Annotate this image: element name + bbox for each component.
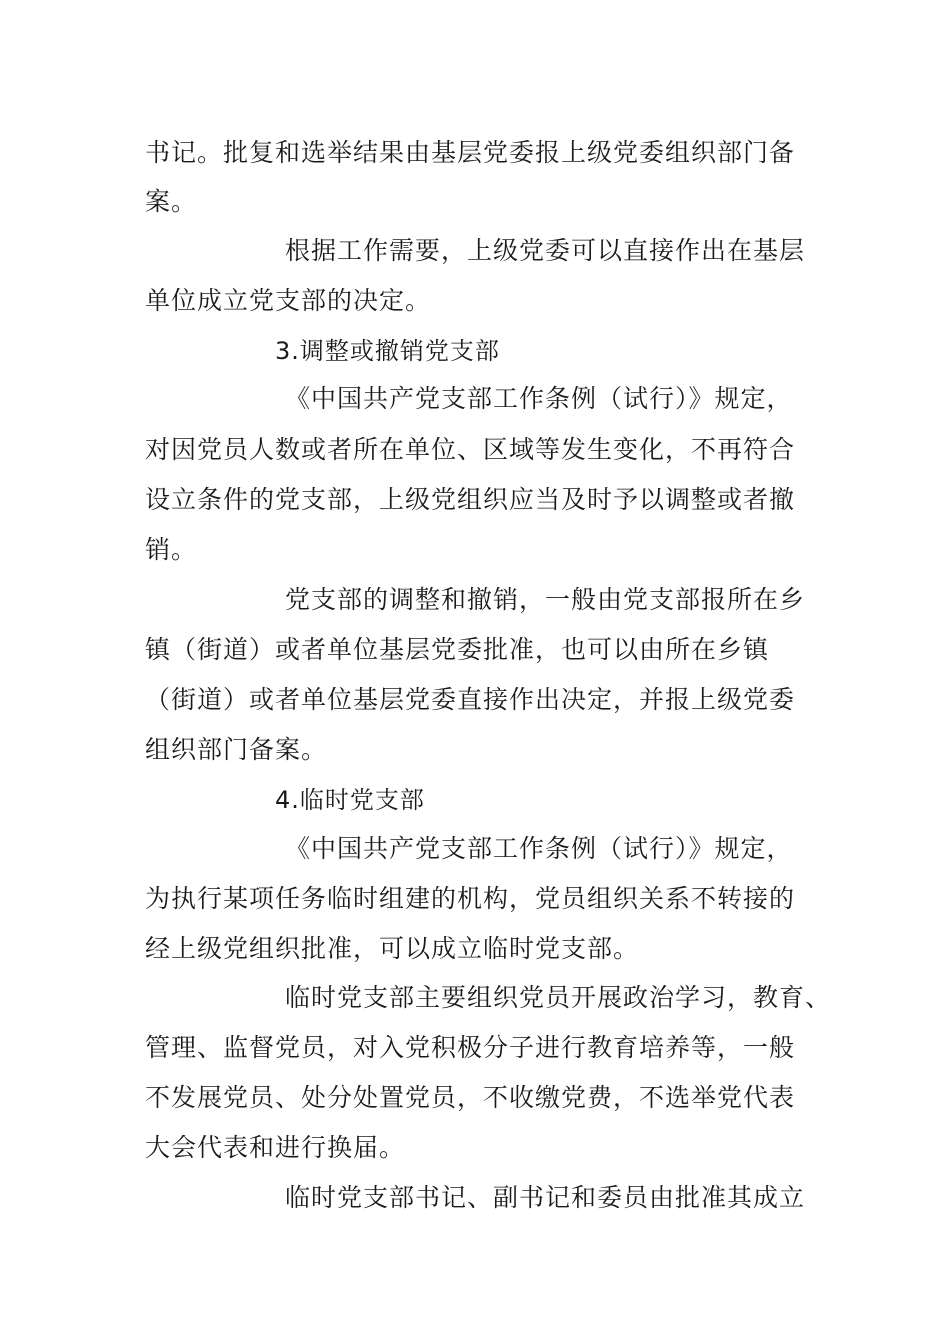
paragraph-start: 《中国共产党支部工作条例（试行）》规定，: [285, 834, 793, 863]
paragraph-start: 《中国共产党支部工作条例（试行）》规定，: [285, 384, 793, 413]
text-line: 案。: [145, 187, 198, 216]
text-line: 镇（街道）或者单位基层党委批准，也可以由所在乡镇: [145, 635, 770, 664]
paragraph-start: 临时党支部主要组织党员开展政治学习，教育、: [285, 983, 832, 1012]
text-line: 管理、监督党员，对入党积极分子进行教育培养等，一般: [145, 1033, 796, 1062]
section-heading: 3.调整或撤销党支部: [275, 337, 500, 365]
paragraph-start: 临时党支部书记、副书记和委员由批准其成立: [285, 1183, 806, 1212]
text-line: 设立条件的党支部，上级党组织应当及时予以调整或者撤: [145, 485, 796, 514]
text-line: 不发展党员、处分处置党员，不收缴党费，不选举党代表: [145, 1083, 796, 1112]
text-line: 销。: [145, 535, 198, 564]
text-line: 经上级党组织批准，可以成立临时党支部。: [145, 934, 640, 963]
text-line: 对因党员人数或者所在单位、区域等发生变化，不再符合: [145, 435, 796, 464]
section-heading: 4.临时党支部: [275, 786, 425, 814]
paragraph-start: 党支部的调整和撤销，一般由党支部报所在乡: [285, 585, 806, 614]
text-line: 为执行某项任务临时组建的机构，党员组织关系不转接的: [145, 884, 796, 913]
text-line: 大会代表和进行换届。: [145, 1133, 406, 1162]
text-line: 单位成立党支部的决定。: [145, 286, 432, 315]
text-line: 书记。批复和选举结果由基层党委报上级党委组织部门备: [145, 138, 796, 167]
paragraph-start: 根据工作需要，上级党委可以直接作出在基层: [285, 236, 806, 265]
text-line: （街道）或者单位基层党委直接作出决定，并报上级党委: [145, 685, 796, 714]
text-line: 组织部门备案。: [145, 735, 328, 764]
